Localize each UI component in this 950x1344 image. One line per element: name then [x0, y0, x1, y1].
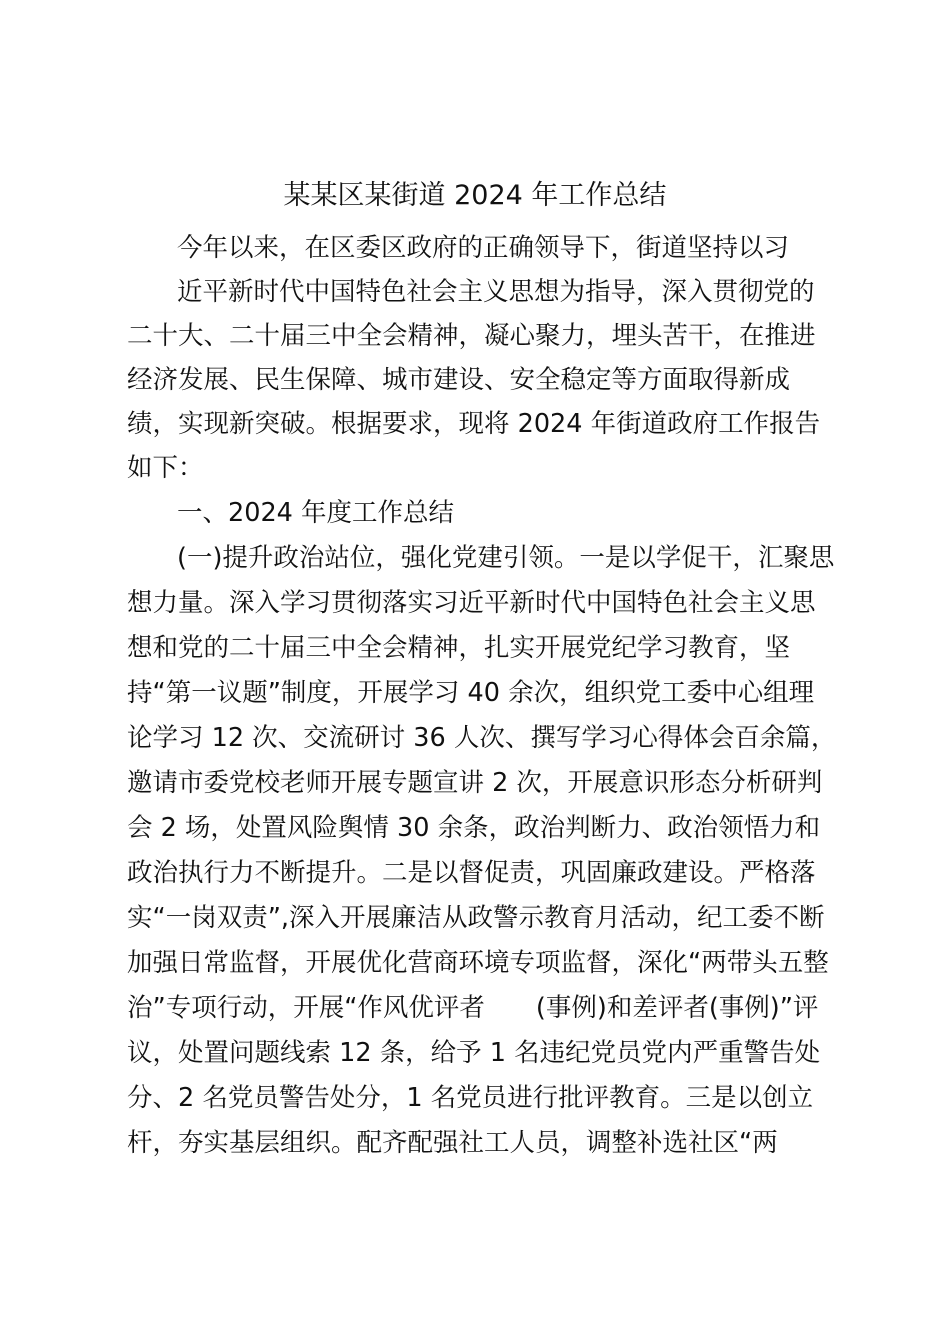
paragraph-line: 会 2 场，处置风险舆情 30 余条，政治判断力、政治领悟力和 [127, 813, 821, 843]
paragraph-line: (一)提升政治站位，强化党建引领。一是以学促干，汇聚思 [177, 543, 835, 573]
paragraph-line: 绩，实现新突破。根据要求，现将 2024 年街道政府工作报告 [127, 409, 821, 439]
document-title: 某某区某街道 2024 年工作总结 [283, 180, 667, 211]
paragraph-line: 邀请市委党校老师开展专题宣讲 2 次，开展意识形态分析研判 [127, 768, 823, 798]
paragraph-line: 杆，夯实基层组织。配齐配强社工人员，调整补选社区“两 [127, 1128, 778, 1158]
paragraph-line: 如下： [127, 453, 204, 483]
paragraph-line: 今年以来，在区委区政府的正确领导下，街道坚持以习 [177, 233, 790, 263]
paragraph-line: 加强日常监督，开展优化营商环境专项监督，深化“两带头五整 [127, 948, 829, 978]
paragraph-line: 二十大、二十届三中全会精神，凝心聚力，埋头苦干，在推进 [127, 321, 816, 351]
section-heading: 一、2024 年度工作总结 [177, 498, 455, 528]
paragraph-line: 想和党的二十届三中全会精神，扎实开展党纪学习教育，坚 [127, 633, 791, 663]
paragraph-line: 论学习 12 次、交流研讨 36 人次、撰写学习心得体会百余篇， [127, 723, 837, 753]
paragraph-line: 治”专项行动，开展“作风优评者 (事例)和差评者(事例)”评 [127, 993, 819, 1023]
paragraph-line: 分、2 名党员警告处分，1 名党员进行批评教育。三是以创立 [127, 1083, 814, 1113]
paragraph-line: 议，处置问题线索 12 条，给予 1 名违纪党员党内严重警告处 [127, 1038, 821, 1068]
paragraph-line: 政治执行力不断提升。二是以督促责，巩固廉政建设。严格落 [127, 858, 816, 888]
paragraph-line: 经济发展、民生保障、城市建设、安全稳定等方面取得新成 [127, 365, 791, 395]
paragraph-line: 想力量。深入学习贯彻落实习近平新时代中国特色社会主义思 [127, 588, 816, 618]
paragraph-line: 实“一岗双责”,深入开展廉洁从政警示教育月活动，纪工委不断 [127, 903, 825, 933]
paragraph-line: 持“第一议题”制度，开展学习 40 余次，组织党工委中心组理 [127, 678, 815, 708]
paragraph-line: 近平新时代中国特色社会主义思想为指导，深入贯彻党的 [177, 277, 815, 307]
